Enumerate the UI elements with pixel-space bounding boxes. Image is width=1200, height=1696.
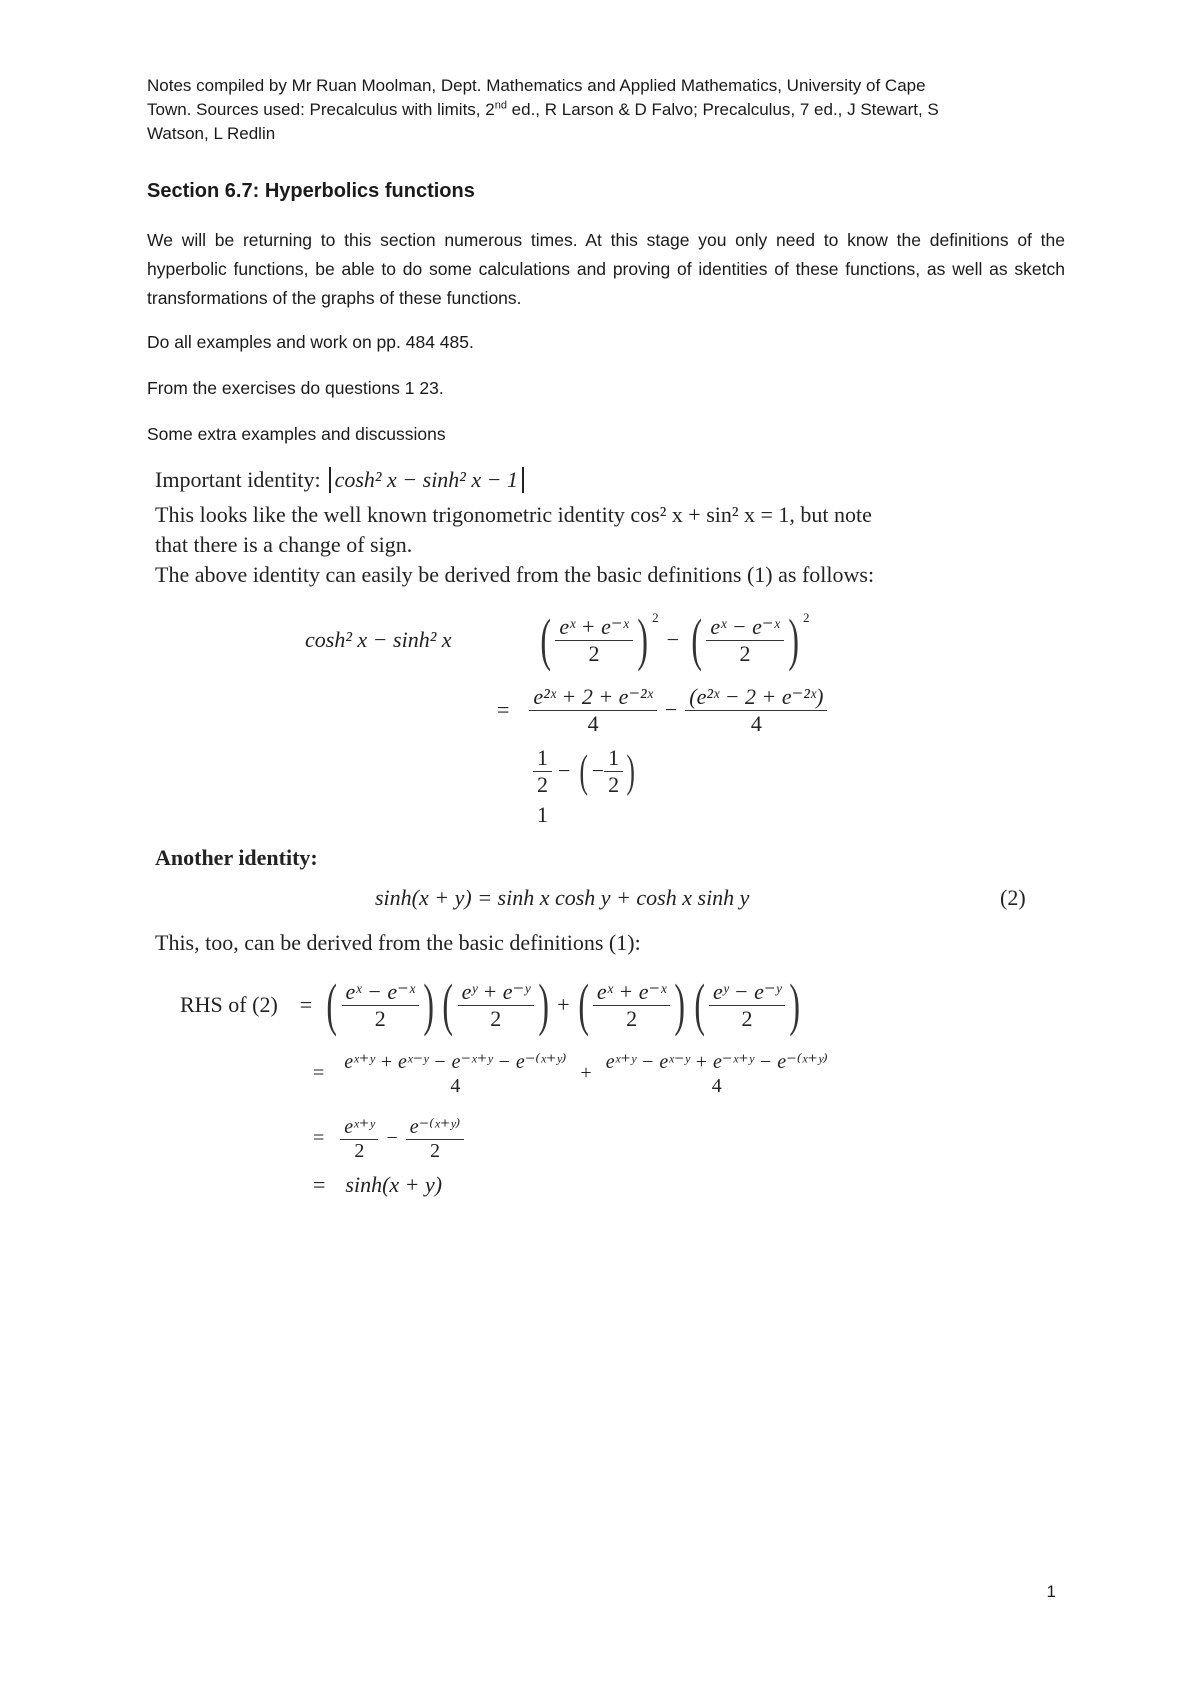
frac-num: e²ˣ + 2 + e⁻²ˣ xyxy=(533,683,653,709)
important-identity-formula: cosh² x − sinh² x − 1 xyxy=(329,467,524,493)
minus-sign: − xyxy=(664,697,678,722)
fraction-exp-minus xyxy=(406,1114,465,1163)
equation-number: (2) xyxy=(1000,885,1026,910)
frac-num: eˣ + e⁻ˣ xyxy=(559,613,629,639)
frac-num: eˣ⁺ʸ + eˣ⁻ʸ − e⁻ˣ⁺ʸ − e⁻⁽ˣ⁺ʸ⁾ xyxy=(344,1050,567,1073)
fraction-half xyxy=(604,745,623,798)
eq-sign-2: = xyxy=(497,697,510,722)
fraction-d xyxy=(709,979,785,1032)
result-sinh: sinh(x + y) xyxy=(345,1172,443,1197)
too-derived-line: This, too, can be derived from the basic definitions (1): xyxy=(155,930,641,955)
fraction-half xyxy=(533,745,552,798)
frac-den: 2 xyxy=(490,1005,502,1031)
important-label: Important identity: xyxy=(155,467,321,492)
frac-den: 2 xyxy=(430,1139,441,1162)
eq-sign: = xyxy=(313,1061,325,1084)
fraction-exp-plus xyxy=(340,1114,378,1163)
header-line-1: Notes compiled by Mr Ruan Moolman, Dept. Mathematics and Applied Mathematics, University of Cape xyxy=(147,76,926,95)
frac-num: (e²ˣ − 2 + e⁻²ˣ) xyxy=(689,683,824,709)
header-line-3: Watson, L Redlin xyxy=(147,124,276,143)
eq-sign: = xyxy=(313,1172,326,1197)
frac-num: eʸ + e⁻ʸ xyxy=(461,978,530,1004)
exercises-line: From the exercises do questions 1 23. xyxy=(147,378,444,398)
frac-num: eˣ − e⁻ˣ xyxy=(710,613,780,639)
derivation-row-3: $\frac{1}{2}$ − ( − $\frac{1}{2}$ ) xyxy=(533,740,639,802)
fraction-c xyxy=(593,979,670,1032)
sinh-sum-identity: sinh(x + y) = sinh x cosh y + cosh x sinh y xyxy=(375,885,750,910)
fraction-expanded-b xyxy=(602,1049,832,1098)
intro-paragraph: We will be returning to this section numerous times. At this stage you only need to know the definitions of the hyperbolic functions, be able to do some calculations and proving of identities of these functions, as well as sketch transformations of the graphs of these functions. xyxy=(147,230,1065,308)
another-identity-label: Another identity: xyxy=(155,845,318,870)
rhs-row-2 xyxy=(313,1040,832,1106)
looks-like-line: This looks like the well known trigonometric identity cos² x + sin² x = 1, but note xyxy=(155,502,872,527)
frac-den: 2 xyxy=(354,1139,365,1162)
frac-den: 2 xyxy=(608,771,620,797)
header-line-2-b: ed., R Larson & D Falvo; Precalculus, 7 ed., J Stewart, S xyxy=(506,100,939,119)
frac-num: eˣ⁺ʸ − eˣ⁻ʸ + e⁻ˣ⁺ʸ − e⁻⁽ˣ⁺ʸ⁾ xyxy=(605,1050,828,1073)
fraction-a xyxy=(342,979,419,1032)
square-exponent: 2 xyxy=(652,610,659,625)
frac-den: 4 xyxy=(587,710,599,736)
derivation-row-1: cosh² x − sinh² x ( $\frac{\text{eˣ + e⁻ˣ}}{2}$ ) 2 − ( $\frac{\text{eˣ − e⁻ˣ}}{2}$ ) 2 xyxy=(305,607,810,672)
header-line-2-a: Town. Sources used: Precalculus with limits, 2 xyxy=(147,100,495,119)
plus-sign: + xyxy=(580,1061,592,1084)
lhs-cosh-sinh: cosh² x − sinh² x xyxy=(305,627,452,652)
frac-den: 4 xyxy=(450,1074,461,1097)
minus-sign: − xyxy=(386,1126,398,1149)
fraction-sinh xyxy=(706,614,783,667)
frac-num: eˣ⁺ʸ xyxy=(344,1115,375,1138)
minus-sign: − xyxy=(558,758,571,783)
header-line-2 xyxy=(147,98,1047,122)
frac-num: 1 xyxy=(537,744,548,770)
minus-sign: − xyxy=(591,758,605,783)
frac-den: 4 xyxy=(711,1074,722,1097)
frac-den: 2 xyxy=(588,640,600,666)
square-exponent: 2 xyxy=(803,610,810,625)
frac-den: 2 xyxy=(374,1005,386,1031)
frac-den: 2 xyxy=(741,1005,753,1031)
fraction-expanded-1 xyxy=(529,684,656,737)
eq-sign: = xyxy=(299,992,313,1017)
derived-line: The above identity can easily be derived from the basic definitions (1) as follows: xyxy=(155,562,875,587)
extra-examples-line: Some extra examples and discussions xyxy=(147,424,446,444)
change-sign-line: that there is a change of sign. xyxy=(155,532,413,557)
rhs-row-4 xyxy=(313,1172,442,1198)
fraction-cosh xyxy=(555,614,632,667)
fraction-expanded-2 xyxy=(685,684,827,737)
frac-num: 1 xyxy=(608,744,620,770)
frac-num: eˣ − e⁻ˣ xyxy=(345,978,415,1004)
fraction-b xyxy=(458,979,534,1032)
minus-sign: − xyxy=(666,627,679,652)
header-sources xyxy=(147,74,1047,146)
result-one: 1 xyxy=(537,802,548,827)
frac-num: e⁻⁽ˣ⁺ʸ⁾ xyxy=(409,1115,461,1138)
eq-sign: = xyxy=(313,1126,325,1149)
fraction-expanded-a xyxy=(340,1049,570,1098)
frac-den: 2 xyxy=(537,771,548,797)
rhs-label: RHS of (2) xyxy=(180,992,278,1017)
plus-sign: + xyxy=(557,992,570,1017)
frac-den: 2 xyxy=(626,1005,638,1031)
examples-line: Do all examples and work on pp. 484 485. xyxy=(147,332,474,352)
important-identity xyxy=(155,467,524,493)
header-superscript: nd xyxy=(494,99,507,112)
frac-den: 4 xyxy=(750,710,762,736)
derivation-row-2 xyxy=(497,680,827,740)
page-number: 1 xyxy=(1046,1582,1056,1601)
frac-den: 2 xyxy=(739,640,751,666)
frac-num: eʸ − e⁻ʸ xyxy=(712,978,782,1004)
section-title: Section 6.7: Hyperbolics functions xyxy=(147,180,475,202)
frac-num: eˣ + e⁻ˣ xyxy=(596,978,667,1004)
rhs-row-3 xyxy=(313,1108,464,1168)
rhs-row-1: RHS of (2) = ( $\frac{\text{eˣ − e⁻ˣ}}{2}$ ) ( $\frac{\text{eʸ + e⁻ʸ}}{2}$ ) + ( $\frac{\text{eˣ + e⁻ˣ}}{2}$ ) ( $\frac{\text{eʸ − e⁻ʸ}}{2}$ ) xyxy=(180,972,801,1037)
